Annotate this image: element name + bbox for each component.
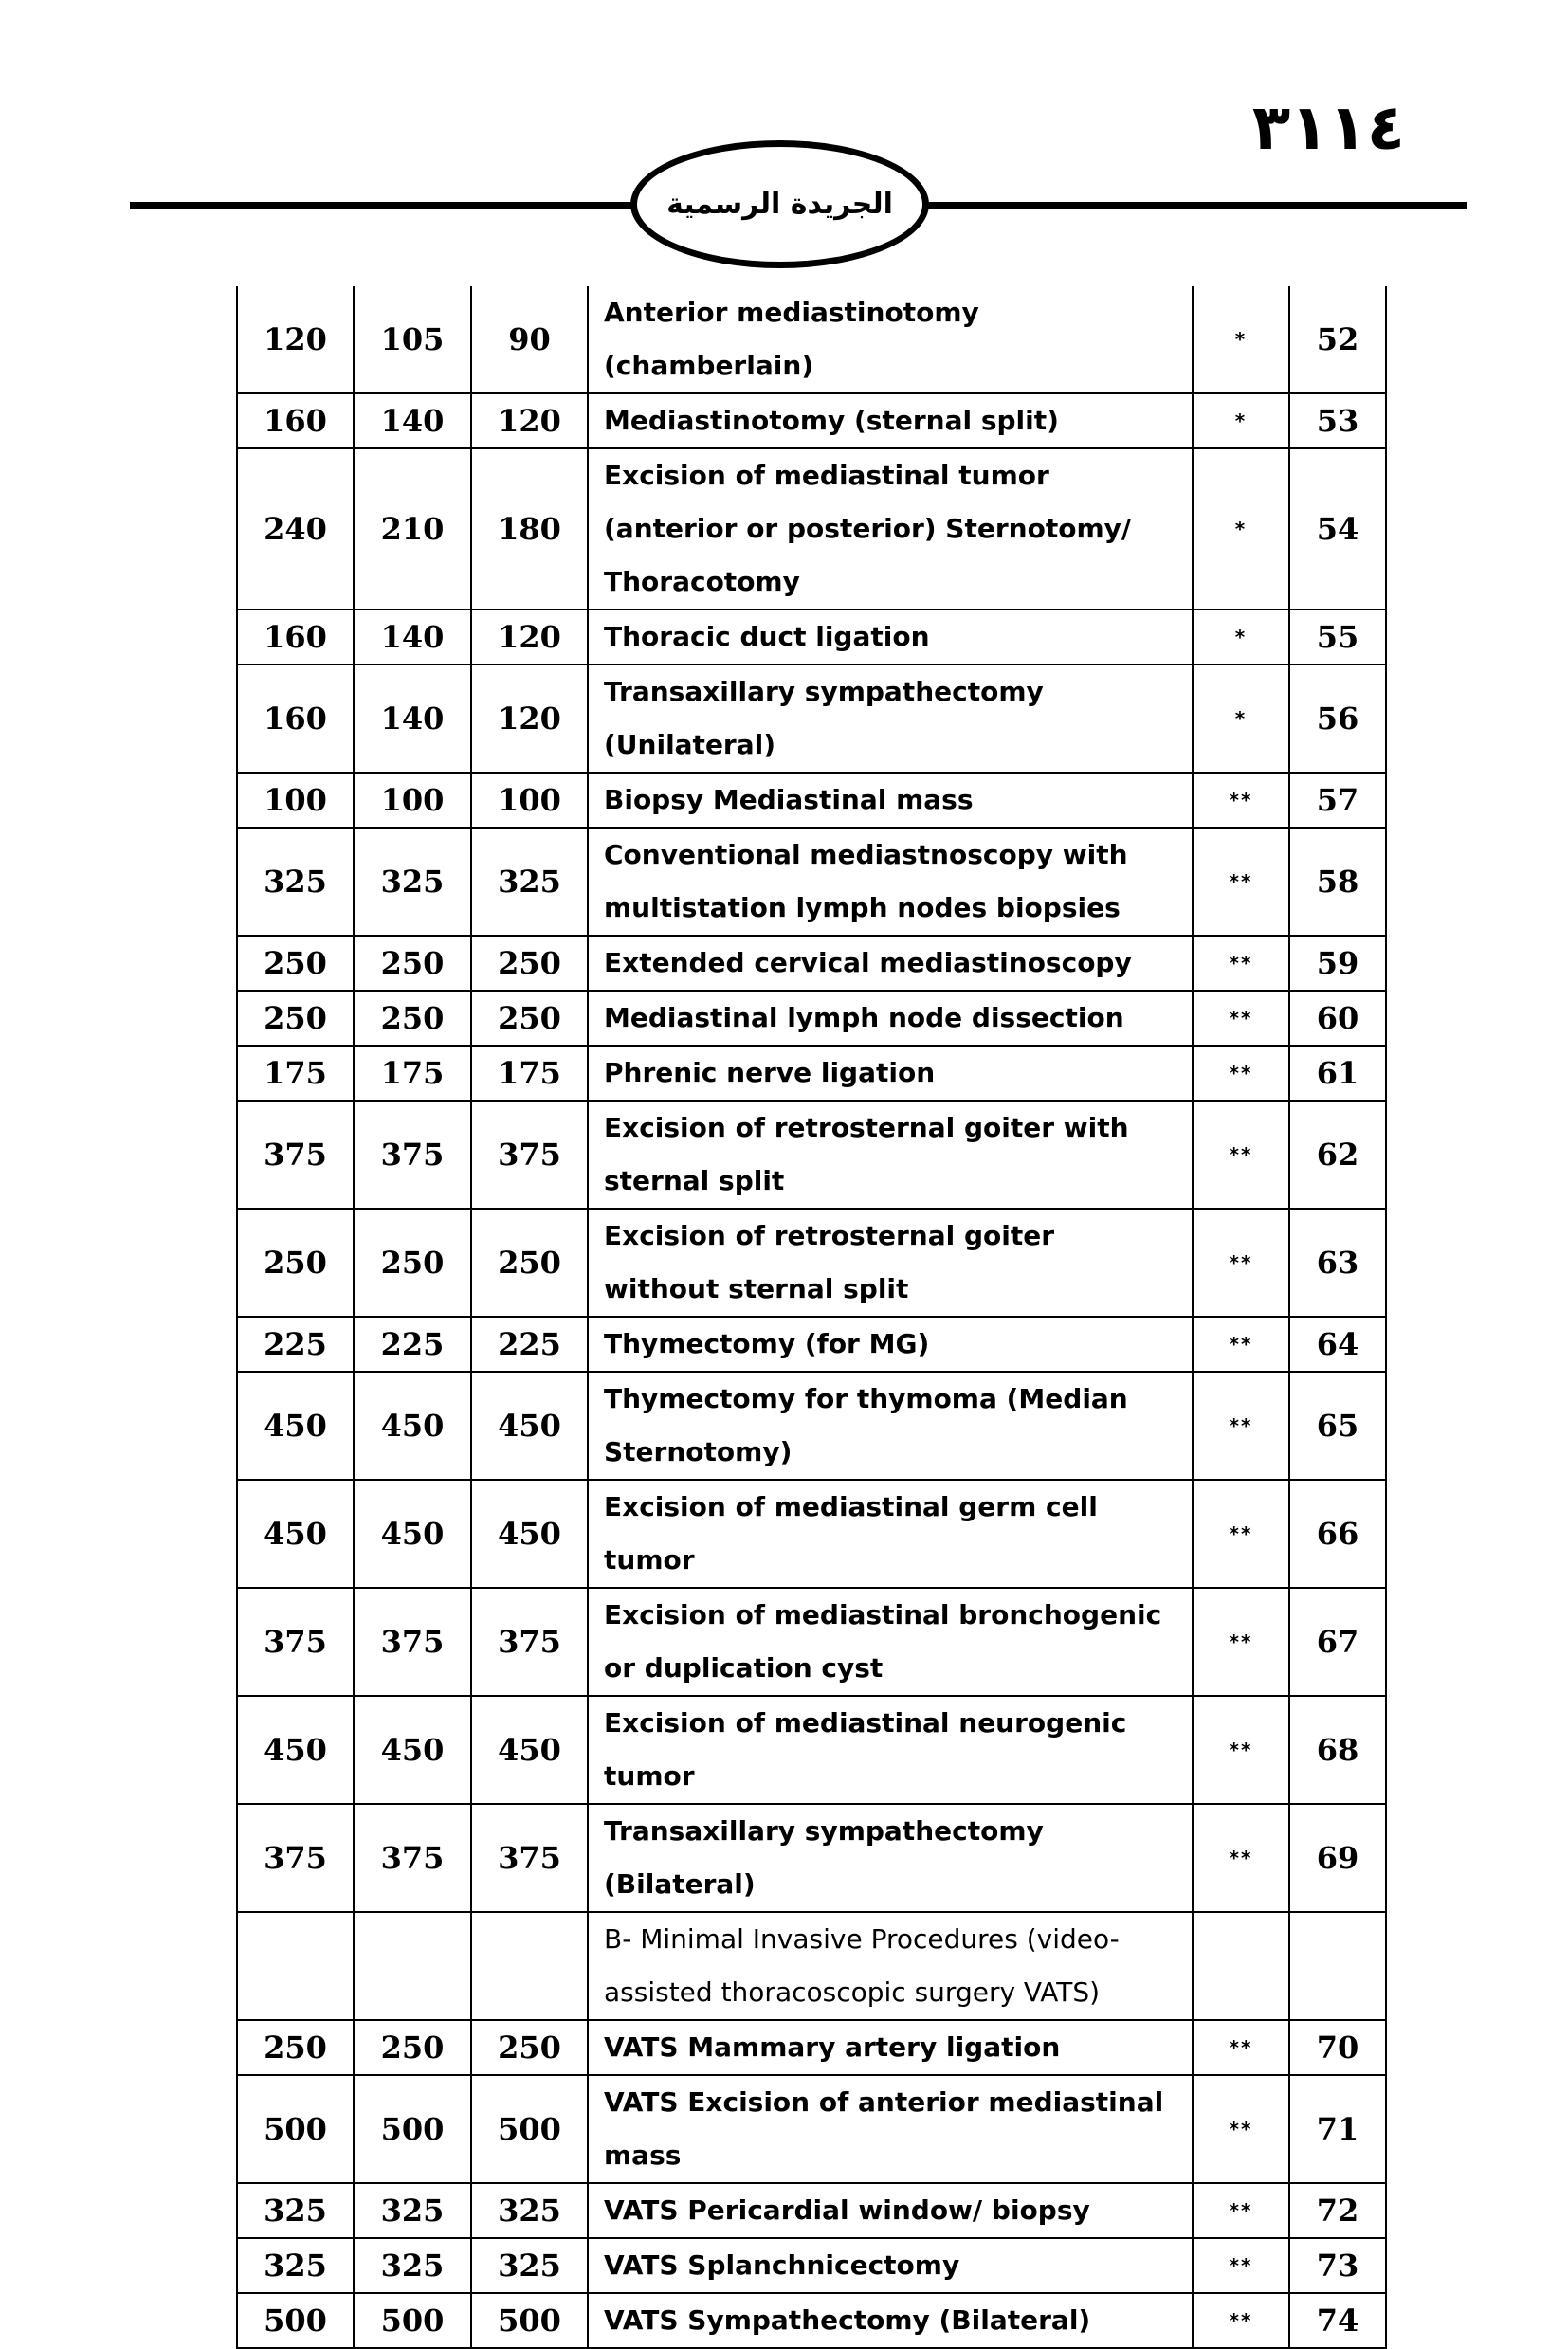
- procedure-name: Anterior mediastinotomy (chamberlain): [588, 286, 1193, 393]
- fee-cell-2: 225: [354, 1317, 471, 1372]
- table-row: [237, 2075, 1386, 2183]
- procedure-name: Excision of retrosternal goiter with sternal split: [588, 1101, 1193, 1209]
- category-mark: **: [1193, 1588, 1289, 1696]
- table-row: [237, 1480, 1386, 1588]
- fee-cell-1: 375: [237, 1101, 354, 1209]
- fee-cell-1: 160: [237, 393, 354, 448]
- row-number: 64: [1289, 1317, 1386, 1372]
- row-number: 52: [1289, 286, 1386, 393]
- fee-cell-1: 225: [237, 1317, 354, 1372]
- fee-cell-2: 140: [354, 610, 471, 665]
- fee-cell-3: 450: [471, 1696, 588, 1804]
- table-row: [237, 1696, 1386, 1804]
- fee-cell-1: 250: [237, 936, 354, 991]
- page-number: ٣١١٤: [1251, 91, 1405, 164]
- procedure-name: VATS Mammary artery ligation: [588, 2020, 1193, 2075]
- procedure-fee-table: [236, 286, 1387, 2349]
- procedure-name: VATS Pericardial window/ biopsy: [588, 2183, 1193, 2238]
- table-row: [237, 1046, 1386, 1101]
- fee-cell-2: 210: [354, 448, 471, 610]
- category-mark: *: [1193, 393, 1289, 448]
- category-mark: **: [1193, 2293, 1289, 2348]
- fee-cell-2: 250: [354, 936, 471, 991]
- fee-cell-1: 240: [237, 448, 354, 610]
- procedure-name: Biopsy Mediastinal mass: [588, 773, 1193, 828]
- row-number: 70: [1289, 2020, 1386, 2075]
- row-number: 53: [1289, 393, 1386, 448]
- procedure-name: Excision of mediastinal bronchogenic or duplication cyst: [588, 1588, 1193, 1696]
- fee-cell-2: 450: [354, 1480, 471, 1588]
- fee-cell-2: 450: [354, 1696, 471, 1804]
- procedure-name: Extended cervical mediastinoscopy: [588, 936, 1193, 991]
- procedure-name: VATS Sympathectomy (Bilateral): [588, 2293, 1193, 2348]
- fee-cell-2: 140: [354, 665, 471, 773]
- procedure-name: Transaxillary sympathectomy (Unilateral): [588, 665, 1193, 773]
- fee-cell-3: 375: [471, 1101, 588, 1209]
- category-mark: **: [1193, 1372, 1289, 1480]
- fee-cell-3: 120: [471, 610, 588, 665]
- row-number: 68: [1289, 1696, 1386, 1804]
- fee-cell-1: 160: [237, 665, 354, 773]
- procedure-name: Excision of mediastinal germ cell tumor: [588, 1480, 1193, 1588]
- fee-cell-2: 250: [354, 1209, 471, 1317]
- category-mark: **: [1193, 991, 1289, 1046]
- fee-cell-1: 500: [237, 2075, 354, 2183]
- fee-cell-3: [471, 1912, 588, 2020]
- fee-cell-2: 500: [354, 2293, 471, 2348]
- category-mark: **: [1193, 1317, 1289, 1372]
- row-number: 69: [1289, 1804, 1386, 1912]
- category-mark: **: [1193, 936, 1289, 991]
- category-mark: **: [1193, 1101, 1289, 1209]
- table-row: [237, 2238, 1386, 2293]
- fee-cell-1: 100: [237, 773, 354, 828]
- fee-cell-3: 120: [471, 393, 588, 448]
- fee-cell-1: 250: [237, 991, 354, 1046]
- procedure-name: VATS Splanchnicectomy: [588, 2238, 1193, 2293]
- table-row: [237, 1317, 1386, 1372]
- fee-cell-3: 375: [471, 1588, 588, 1696]
- row-number: 60: [1289, 991, 1386, 1046]
- procedure-name: Excision of mediastinal tumor (anterior or posterior) Sternotomy/ Thoracotomy: [588, 448, 1193, 610]
- row-number: 65: [1289, 1372, 1386, 1480]
- procedure-name: Transaxillary sympathectomy (Bilateral): [588, 1804, 1193, 1912]
- fee-cell-3: 250: [471, 2020, 588, 2075]
- category-mark: **: [1193, 1046, 1289, 1101]
- category-mark: **: [1193, 1480, 1289, 1588]
- row-number: 74: [1289, 2293, 1386, 2348]
- fee-cell-1: 375: [237, 1588, 354, 1696]
- fee-cell-2: 100: [354, 773, 471, 828]
- table-row: [237, 665, 1386, 773]
- fee-cell-3: 375: [471, 1804, 588, 1912]
- fee-cell-1: 450: [237, 1480, 354, 1588]
- row-number: 54: [1289, 448, 1386, 610]
- table-row: [237, 1209, 1386, 1317]
- fee-cell-2: 375: [354, 1101, 471, 1209]
- category-mark: *: [1193, 665, 1289, 773]
- procedure-name: Phrenic nerve ligation: [588, 1046, 1193, 1101]
- fee-cell-1: 375: [237, 1804, 354, 1912]
- row-number: 55: [1289, 610, 1386, 665]
- table-row: [237, 393, 1386, 448]
- table-row: [237, 286, 1386, 393]
- fee-cell-3: 450: [471, 1480, 588, 1588]
- fee-cell-3: 325: [471, 828, 588, 936]
- fee-cell-1: 250: [237, 1209, 354, 1317]
- gazette-title-oval: [630, 140, 929, 268]
- fee-cell-1: [237, 1912, 354, 2020]
- fee-cell-3: 500: [471, 2293, 588, 2348]
- fee-cell-2: 325: [354, 2183, 471, 2238]
- procedure-name: VATS Excision of anterior mediastinal mass: [588, 2075, 1193, 2183]
- table-row: [237, 2183, 1386, 2238]
- fee-cell-1: 450: [237, 1696, 354, 1804]
- fee-cell-3: 250: [471, 991, 588, 1046]
- category-mark: **: [1193, 1696, 1289, 1804]
- fee-cell-2: 375: [354, 1804, 471, 1912]
- fee-cell-2: [354, 1912, 471, 2020]
- table-body: [237, 286, 1386, 2348]
- row-number: 58: [1289, 828, 1386, 936]
- fee-cell-2: 250: [354, 991, 471, 1046]
- category-mark: *: [1193, 448, 1289, 610]
- row-number: 71: [1289, 2075, 1386, 2183]
- fee-cell-3: 325: [471, 2238, 588, 2293]
- fee-cell-1: 325: [237, 828, 354, 936]
- fee-cell-2: 140: [354, 393, 471, 448]
- table-row: [237, 936, 1386, 991]
- fee-cell-3: 250: [471, 936, 588, 991]
- category-mark: **: [1193, 828, 1289, 936]
- table-row: [237, 1804, 1386, 1912]
- fee-cell-3: 250: [471, 1209, 588, 1317]
- gazette-title: الجريدة الرسمية: [666, 188, 893, 221]
- fee-cell-1: 500: [237, 2293, 354, 2348]
- fee-cell-2: 375: [354, 1588, 471, 1696]
- fee-cell-3: 225: [471, 1317, 588, 1372]
- fee-cell-1: 250: [237, 2020, 354, 2075]
- fee-cell-3: 450: [471, 1372, 588, 1480]
- fee-cell-1: 325: [237, 2238, 354, 2293]
- category-mark: **: [1193, 2020, 1289, 2075]
- table-row: [237, 1588, 1386, 1696]
- procedure-name: Excision of mediastinal neurogenic tumor: [588, 1696, 1193, 1804]
- row-number: 59: [1289, 936, 1386, 991]
- category-mark: **: [1193, 1804, 1289, 1912]
- fee-cell-1: 450: [237, 1372, 354, 1480]
- fee-cell-3: 120: [471, 665, 588, 773]
- fee-cell-2: 500: [354, 2075, 471, 2183]
- row-number: 61: [1289, 1046, 1386, 1101]
- fee-cell-2: 325: [354, 2238, 471, 2293]
- fee-cell-2: 450: [354, 1372, 471, 1480]
- row-number: 66: [1289, 1480, 1386, 1588]
- table-row: [237, 2293, 1386, 2348]
- fee-cell-2: 175: [354, 1046, 471, 1101]
- fee-cell-1: 160: [237, 610, 354, 665]
- section-heading: B- Minimal Invasive Procedures (video-assisted thoracoscopic surgery VATS): [588, 1912, 1193, 2020]
- procedure-name: Thymectomy (for MG): [588, 1317, 1193, 1372]
- procedure-name: Thoracic duct ligation: [588, 610, 1193, 665]
- category-mark: **: [1193, 2075, 1289, 2183]
- category-mark: **: [1193, 773, 1289, 828]
- procedure-name: Conventional mediastnoscopy with multistation lymph nodes biopsies: [588, 828, 1193, 936]
- procedure-name: Thymectomy for thymoma (Median Sternotomy): [588, 1372, 1193, 1480]
- fee-cell-1: 175: [237, 1046, 354, 1101]
- fee-cell-2: 250: [354, 2020, 471, 2075]
- row-number: 73: [1289, 2238, 1386, 2293]
- row-number: 56: [1289, 665, 1386, 773]
- table-row: [237, 2020, 1386, 2075]
- fee-cell-3: 175: [471, 1046, 588, 1101]
- fee-cell-3: 500: [471, 2075, 588, 2183]
- category-mark: **: [1193, 2238, 1289, 2293]
- table-row: [237, 991, 1386, 1046]
- procedure-name: Mediastinotomy (sternal split): [588, 393, 1193, 448]
- table-row: [237, 773, 1386, 828]
- procedure-name: Mediastinal lymph node dissection: [588, 991, 1193, 1046]
- row-number: [1289, 1912, 1386, 2020]
- category-mark: *: [1193, 286, 1289, 393]
- fee-cell-3: 90: [471, 286, 588, 393]
- section-row: [237, 1912, 1386, 2020]
- fee-cell-2: 105: [354, 286, 471, 393]
- table-row: [237, 610, 1386, 665]
- row-number: 72: [1289, 2183, 1386, 2238]
- table-row: [237, 828, 1386, 936]
- category-mark: **: [1193, 1209, 1289, 1317]
- row-number: 57: [1289, 773, 1386, 828]
- row-number: 63: [1289, 1209, 1386, 1317]
- fee-cell-1: 120: [237, 286, 354, 393]
- row-number: 67: [1289, 1588, 1386, 1696]
- fee-cell-3: 325: [471, 2183, 588, 2238]
- table-row: [237, 1101, 1386, 1209]
- fee-cell-3: 180: [471, 448, 588, 610]
- category-mark: [1193, 1912, 1289, 2020]
- fee-cell-2: 325: [354, 828, 471, 936]
- table-row: [237, 448, 1386, 610]
- category-mark: **: [1193, 2183, 1289, 2238]
- row-number: 62: [1289, 1101, 1386, 1209]
- fee-cell-1: 325: [237, 2183, 354, 2238]
- table-row: [237, 1372, 1386, 1480]
- procedure-name: Excision of retrosternal goiter without sternal split: [588, 1209, 1193, 1317]
- fee-cell-3: 100: [471, 773, 588, 828]
- category-mark: *: [1193, 610, 1289, 665]
